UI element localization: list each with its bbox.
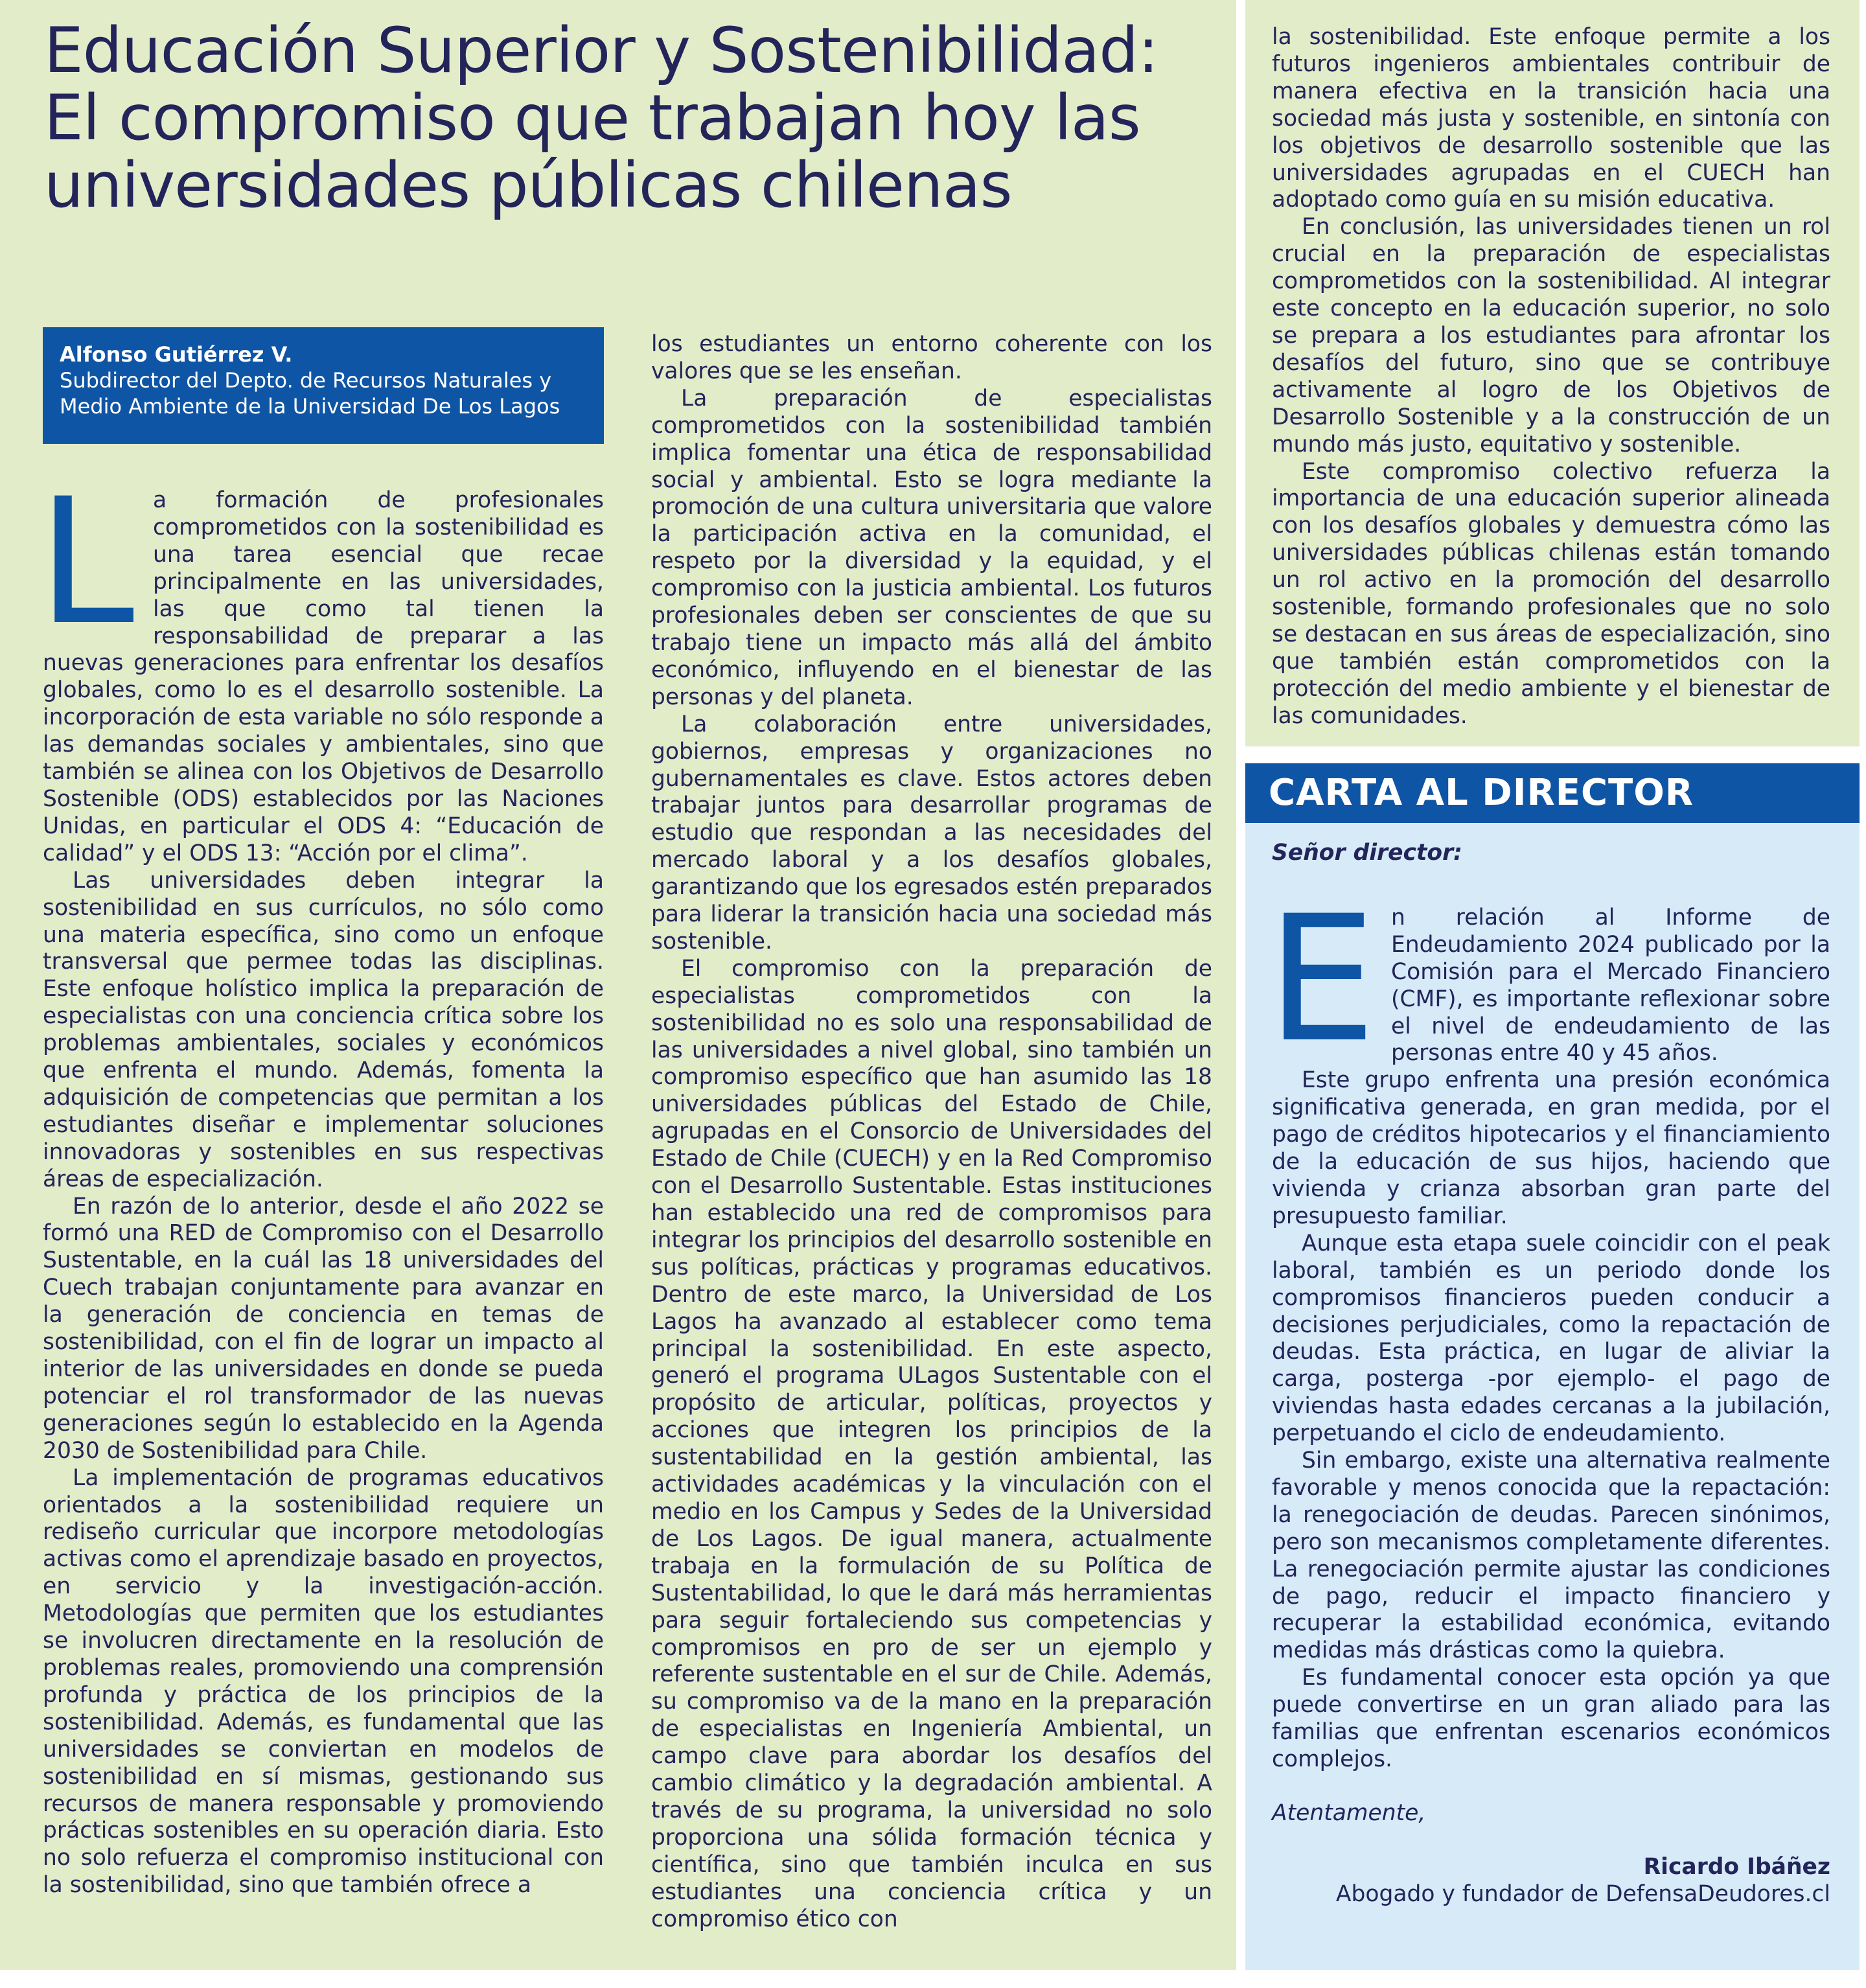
article-paragraph: En razón de lo anterior, desde el año 2022 se formó una RED de Compromiso con el Desarrollo Sustentable, en la cuál las 18 universidades del Cuech trabajan conjuntamente para avanzar en la generación de conciencia en temas de sostenibilidad, con el fin de lograr un impacto al interior de las universidades en donde se pueda potenciar el rol transformador de las nuevas generaciones según lo establecido en la Agenda 2030 de Sostenibilidad para Chile. <box>43 1193 604 1464</box>
letter-paragraph: Aunque esta etapa suele coincidir con el peak laboral, también es un periodo donde los compromisos financieros pueden conducir a decisiones perjudiciales, como la repactación de deudas. Esta práctica, en lugar de aliviar la carga, posterga -por ejemplo- el pago de viviendas hasta edades cercanas a la jubilación, perpetuando el ciclo de endeudamiento. <box>1272 1230 1830 1447</box>
article-column-3 <box>1272 24 1830 730</box>
letter-section-title: CARTA AL DIRECTOR <box>1245 763 1860 823</box>
article-column-2 <box>651 331 1212 1933</box>
article-dropcap: L <box>38 461 135 664</box>
article-paragraph: La implementación de programas educativos orientados a la sostenibilidad requiere un rediseño curricular que incorpore metodologías activas como el aprendizaje basado en proyectos, en servicio y la investigación-acción. Metodologías que permiten que los estudiantes se involucren directamente en la resolución de problemas reales, promoviendo una comprensión profunda y práctica de los principios de la sostenibilidad. Además, es fundamental que las universidades se conviertan en modelos de sostenibilidad en sí mismas, gestionando sus recursos de manera responsable y promoviendo prácticas sostenibles en su operación diaria. Esto no solo refuerza el compromiso institucional con la sostenibilidad, sino que también ofrece a <box>43 1464 604 1899</box>
article-paragraph: Las universidades deben integrar la sostenibilidad en sus currículos, no sólo como una materia específica, sino como un enfoque transversal que permee todas las disciplinas. Este enfoque holístico implica la preparación de especialistas con una conciencia crítica sobre los problemas ambientales, sociales y económicos que enfrenta el mundo. Además, fomenta la adquisición de competencias que permitan a los estudiantes diseñar e implementar soluciones innovadoras y sostenibles en sus respectivas áreas de especialización. <box>43 867 604 1192</box>
article-paragraph-continuation: la sostenibilidad. Este enfoque permite a los futuros ingenieros ambientales contribuir de manera efectiva en la transición hacia una sociedad más justa y sostenible, en sintonía con los objetivos de desarrollo sostenible que las universidades agrupadas en el CUECH han adoptado como guía en su misión educativa. <box>1272 24 1830 213</box>
letter-closing: Atentamente, <box>1272 1799 1426 1826</box>
article-column-1 <box>38 461 604 1899</box>
letter-body <box>1267 840 1830 1908</box>
letter-first-paragraph <box>1267 878 1830 1081</box>
article-paragraph: El compromiso con la preparación de especialistas comprometidos con la sostenibilidad no es solo una responsabilidad de las universidades a nivel global, sino también un compromiso específico que han asumido las 18 universidades públicas del Estado de Chile, agrupadas en el Consorcio de Universidades del Estado de Chile (CUECH) y en la Red Compromiso con el Desarrollo Sustentable. Estas instituciones han establecido una red de compromisos para integrar los principios del desarrollo sostenible en sus políticas, prácticas y programas educativos. Dentro de este marco, la Universidad de Los Lagos ha avanzado al establecer como tema principal la sostenibilidad. En este aspecto, generó el programa ULagos Sustentable con el propósito de articular, políticas, proyectos y acciones que integren los principios de la sustentabilidad en la gestión ambiental, las actividades académicas y la vinculación con el medio en los Campus y Sedes de la Universidad de Los Lagos. De igual manera, actualmente trabaja en la formulación de su Política de Sustentabilidad, lo que le dará más herramientas para seguir fortaleciendo sus competencias y compromisos en pro de ser un ejemplo y referente sustentable en el sur de Chile. Además, su compromiso va de la mano en la preparación de especialistas en Ingeniería Ambiental, un campo clave para abordar los desafíos del cambio climático y la degradación ambiental. A través de su programa, la universidad no solo proporciona una sólida formación técnica y científica, sino que también inculca en sus estudiantes una conciencia crítica y un compromiso ético con <box>651 955 1212 1932</box>
letter-dropcap: E <box>1267 878 1377 1081</box>
article-paragraph: La colaboración entre universidades, gobiernos, empresas y organizaciones no gubernamentales es clave. Estos actores deben trabajar juntos para desarrollar programas de estudio que respondan a las necesidades del mercado laboral y a los desafíos globales, garantizando que los egresados estén preparados para liderar la transición hacia una sociedad más sostenible. <box>651 711 1212 954</box>
article-paragraph-continuation: los estudiantes un entorno coherente con los valores que se les enseñan. <box>651 331 1212 384</box>
letter-paragraph: Este grupo enfrenta una presión económica significativa generada, en gran medida, por el pago de créditos hipotecarios y el financiamiento de la educación de sus hijos, haciendo que vivienda y crianza absorban gran parte del presupuesto familiar. <box>1272 1067 1830 1229</box>
article-paragraph: En conclusión, las universidades tienen un rol crucial en la preparación de especialistas comprometidos con la sostenibilidad. Al integrar este concepto en la educación superior, no solo se prepara a los estudiantes para afrontar los desafíos del futuro, sino que se contribuye activamente al logro de los Objetivos de Desarrollo Sostenible y a la construcción de un mundo más justo, equitativo y sostenible. <box>1272 214 1830 457</box>
article-first-paragraph <box>38 461 604 868</box>
article-paragraph: La preparación de especialistas comprometidos con la sostenibilidad también implica fomentar una ética de responsabilidad social y ambiental. Esto se logra mediante la promoción de una cultura universitaria que valore la participación activa en la comunidad, el respeto por la diversidad y la equidad, y el compromiso con la justicia ambiental. Los futuros profesionales deben ser conscientes de que su trabajo tiene un impacto más allá del ámbito económico, influyendo en el bienestar de las personas y del planeta. <box>651 385 1212 710</box>
article-title: Educación Superior y Sostenibilidad: El compromiso que trabajan hoy las universidades públicas chilenas <box>44 14 1158 222</box>
author-role: Subdirector del Depto. de Recursos Naturales y Medio Ambiente de la Universidad De Los Lagos <box>60 368 560 419</box>
article-first-paragraph-text: a formación de profesionales comprometidos con la sostenibilidad es una tarea esencial que recae principalmente en las universidades, las que como tal tienen la responsabilidad de preparar a las nuevas generaciones para enfrentar los desafíos globales, como lo es el desarrollo sostenible. La incorporación de esta variable no sólo responde a las demandas sociales y ambientales, sino que también se alinea con los Objetivos de Desarrollo Sostenible (ODS) establecidos por las Naciones Unidas, en particular el ODS 4: “Educación de calidad” y el ODS 13: “Acción por el clima”. <box>43 487 604 866</box>
letter-paragraph: Sin embargo, existe una alternativa realmente favorable y menos conocida que la repactación: la renegociación de deudas. Parecen sinónimos, pero son mecanismos completamente diferentes. La renegociación permite ajustar las condiciones de pago, reducir el impacto financiero y recuperar la estabilidad económica, evitando medidas más drásticas como la quiebra. <box>1272 1448 1830 1664</box>
letter-first-paragraph-text: n relación al Informe de Endeudamiento 2024 publicado por la Comisión para el Mercado Financiero (CMF), es importante reflexionar sobre el nivel de endeudamiento de las personas entre 40 y 45 años. <box>1391 904 1830 1067</box>
letter-signer-role: Abogado y fundador de DefensaDeudores.cl <box>1335 1880 1830 1907</box>
letter-signer-name: Ricardo Ibáñez <box>1643 1853 1830 1880</box>
letter-salutation: Señor director: <box>1272 840 1462 866</box>
letter-paragraph: Es fundamental conocer esta opción ya que puede convertirse en un gran aliado para las familias que enfrentan escenarios económicos complejos. <box>1272 1665 1830 1772</box>
article-paragraph: Este compromiso colectivo refuerza la importancia de una educación superior alineada con los desafíos globales y demuestra cómo las universidades públicas chilenas están tomando un rol activo en la promoción del desarrollo sostenible, formando profesionales que no solo se destacan en sus áreas de especialización, sino que también están comprometidos con la protección del medio ambiente y el bienestar de las comunidades. <box>1272 458 1830 729</box>
author-name: Alfonso Gutiérrez V. <box>60 342 293 367</box>
author-box <box>43 327 604 444</box>
